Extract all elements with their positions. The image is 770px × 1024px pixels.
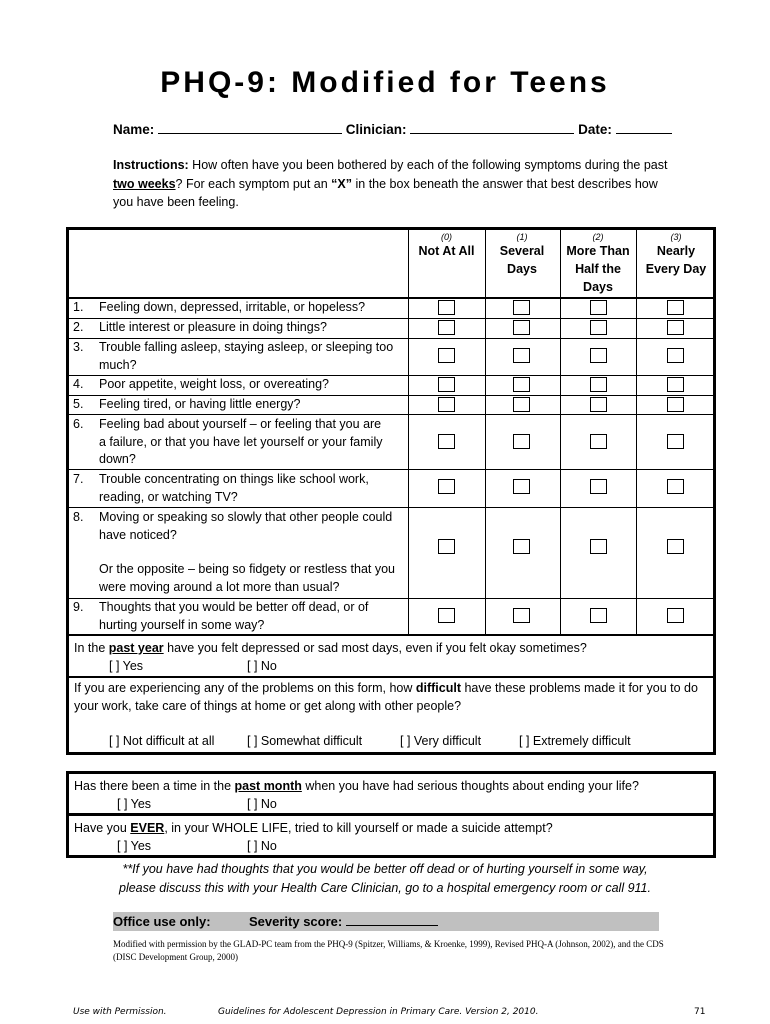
name-label: Name: bbox=[113, 122, 155, 137]
name-field[interactable] bbox=[158, 121, 342, 134]
question-5 bbox=[73, 396, 403, 414]
q9-nearly-every-day-checkbox[interactable] bbox=[667, 608, 684, 623]
column-score: (1) bbox=[516, 232, 528, 242]
safety-note-line: please discuss this with your Health Care Clinician, go to a hospital emergency room or call 911. bbox=[119, 881, 651, 895]
clinician-field[interactable] bbox=[410, 121, 574, 134]
q3-not-at-all-checkbox[interactable] bbox=[438, 348, 455, 363]
question-number: 3. bbox=[73, 340, 84, 354]
q2-not-at-all-checkbox[interactable] bbox=[438, 320, 455, 335]
q4-more-than-half-checkbox[interactable] bbox=[590, 377, 607, 392]
ever-emphasis: EVER bbox=[130, 821, 165, 835]
question-text: Little interest or pleasure in doing things? bbox=[99, 320, 327, 334]
q7-nearly-every-day-checkbox[interactable] bbox=[667, 479, 684, 494]
q1-nearly-every-day-checkbox[interactable] bbox=[667, 300, 684, 315]
q1-not-at-all-checkbox[interactable] bbox=[438, 300, 455, 315]
question-3 bbox=[73, 339, 403, 374]
question-7 bbox=[73, 471, 398, 506]
q6-not-at-all-checkbox[interactable] bbox=[438, 434, 455, 449]
q2-nearly-every-day-checkbox[interactable] bbox=[667, 320, 684, 335]
ever-yes-option[interactable]: [ ] Yes bbox=[117, 839, 152, 853]
past-year-emphasis: past year bbox=[108, 641, 164, 655]
question-number: 2. bbox=[73, 320, 84, 334]
ever-text: Have you bbox=[74, 821, 131, 835]
question-2 bbox=[73, 319, 403, 337]
safety-note bbox=[60, 860, 710, 898]
past-month-text: when you have had serious thoughts about ending your life? bbox=[301, 779, 639, 793]
question-4 bbox=[73, 376, 403, 394]
difficulty-emphasis: difficult bbox=[415, 681, 461, 695]
past-year-yes-option[interactable]: [ ] Yes bbox=[109, 659, 144, 673]
question-number: 4. bbox=[73, 377, 84, 391]
question-number: 6. bbox=[73, 417, 84, 431]
q8-several-days-checkbox[interactable] bbox=[513, 539, 530, 554]
column-header-several-days bbox=[490, 232, 554, 278]
past-year-question bbox=[74, 639, 587, 657]
difficulty-option-extremely[interactable]: [ ] Extremely difficult bbox=[519, 734, 631, 748]
column-header-not-at-all bbox=[408, 232, 485, 260]
question-number: 5. bbox=[73, 397, 84, 411]
q7-several-days-checkbox[interactable] bbox=[513, 479, 530, 494]
instructions-emphasis: two weeks bbox=[113, 176, 176, 191]
q9-several-days-checkbox[interactable] bbox=[513, 608, 530, 623]
question-text: Feeling bad about yourself – or feeling that you are a failure, or that you have let yourself or your family down? bbox=[99, 417, 383, 466]
q8-not-at-all-checkbox[interactable] bbox=[438, 539, 455, 554]
column-label: Nearly Every Day bbox=[645, 244, 707, 276]
ever-no-option[interactable]: [ ] No bbox=[247, 839, 277, 853]
q4-nearly-every-day-checkbox[interactable] bbox=[667, 377, 684, 392]
office-use-label: Office use only: bbox=[113, 914, 211, 929]
question-text: Feeling down, depressed, irritable, or hopeless? bbox=[99, 300, 366, 314]
footer-guidelines: Guidelines for Adolescent Depression in Primary Care. Version 2, 2010. bbox=[218, 1007, 539, 1017]
date-label: Date: bbox=[578, 122, 612, 137]
question-number: 1. bbox=[73, 300, 84, 314]
q6-several-days-checkbox[interactable] bbox=[513, 434, 530, 449]
difficulty-option-somewhat[interactable]: [ ] Somewhat difficult bbox=[247, 734, 363, 748]
page-title: PHQ-9: Modified for Teens bbox=[160, 66, 610, 99]
difficulty-option-very[interactable]: [ ] Very difficult bbox=[400, 734, 482, 748]
office-use-bar bbox=[113, 912, 659, 931]
q5-more-than-half-checkbox[interactable] bbox=[590, 397, 607, 412]
column-label: More Than Half the Days bbox=[566, 244, 630, 294]
q6-nearly-every-day-checkbox[interactable] bbox=[667, 434, 684, 449]
question-9 bbox=[73, 599, 398, 634]
past-month-no-option[interactable]: [ ] No bbox=[247, 797, 277, 811]
question-text-alt: Or the opposite – being so fidgety or restless that you were moving around a lot more than usual? bbox=[99, 562, 396, 594]
footer-permission: Use with Permission. bbox=[73, 1007, 167, 1017]
question-number: 9. bbox=[73, 600, 84, 614]
q2-more-than-half-checkbox[interactable] bbox=[590, 320, 607, 335]
column-score: (3) bbox=[670, 232, 682, 242]
safety-note-line: **If you have had thoughts that you would be better off dead or of hurting yourself in some way, bbox=[122, 862, 648, 876]
question-1 bbox=[73, 299, 403, 317]
column-header-more-than-half bbox=[563, 232, 633, 296]
ever-question bbox=[74, 819, 553, 837]
header-fields bbox=[113, 121, 672, 137]
column-header-nearly-every-day bbox=[639, 232, 713, 278]
past-month-emphasis: past month bbox=[234, 779, 302, 793]
severity-score-field[interactable] bbox=[346, 912, 438, 926]
difficulty-question bbox=[74, 679, 710, 715]
q8-nearly-every-day-checkbox[interactable] bbox=[667, 539, 684, 554]
q9-more-than-half-checkbox[interactable] bbox=[590, 608, 607, 623]
q7-more-than-half-checkbox[interactable] bbox=[590, 479, 607, 494]
past-month-text: Has there been a time in the bbox=[74, 779, 235, 793]
column-score: (0) bbox=[441, 232, 452, 242]
instructions bbox=[113, 156, 673, 212]
past-year-no-option[interactable]: [ ] No bbox=[247, 659, 277, 673]
q1-more-than-half-checkbox[interactable] bbox=[590, 300, 607, 315]
date-field[interactable] bbox=[616, 121, 672, 134]
past-year-text: In the bbox=[74, 641, 109, 655]
q4-several-days-checkbox[interactable] bbox=[513, 377, 530, 392]
q3-several-days-checkbox[interactable] bbox=[513, 348, 530, 363]
column-label: Not At All bbox=[418, 244, 475, 258]
clinician-label: Clinician: bbox=[345, 122, 407, 137]
q4-not-at-all-checkbox[interactable] bbox=[438, 377, 455, 392]
severity-score-label: Severity score: bbox=[249, 914, 343, 929]
question-6 bbox=[73, 416, 398, 469]
difficulty-text: have these problems made it for you to do your work, take care of things at home or get along with other people? bbox=[74, 681, 698, 713]
past-month-question bbox=[74, 777, 639, 795]
q5-nearly-every-day-checkbox[interactable] bbox=[667, 397, 684, 412]
q5-not-at-all-checkbox[interactable] bbox=[438, 397, 455, 412]
past-year-text: have you felt depressed or sad most days, even if you felt okay sometimes? bbox=[163, 641, 587, 655]
past-month-yes-option[interactable]: [ ] Yes bbox=[117, 797, 152, 811]
q6-more-than-half-checkbox[interactable] bbox=[590, 434, 607, 449]
citation: Modified with permission by the GLAD-PC team from the PHQ-9 (Spitzer, Williams, & Kroenke, 1999), Revised PHQ-A (Johnson, 2002), and the CDS (DISC Development Group, 2000) bbox=[113, 939, 664, 962]
instructions-label: Instructions: bbox=[113, 158, 189, 172]
difficulty-text: If you are experiencing any of the problems on this form, how bbox=[74, 681, 416, 695]
q2-several-days-checkbox[interactable] bbox=[513, 320, 530, 335]
instructions-text: in the box beneath the answer that best describes how you have been feeling. bbox=[113, 176, 658, 209]
question-number: 8. bbox=[73, 510, 84, 524]
q9-not-at-all-checkbox[interactable] bbox=[438, 608, 455, 623]
column-label: Several Days bbox=[499, 244, 545, 276]
q5-several-days-checkbox[interactable] bbox=[513, 397, 530, 412]
instructions-text: How often have you been bothered by each of the following symptoms during the past bbox=[188, 158, 668, 172]
question-text: Trouble falling asleep, staying asleep, or sleeping too much? bbox=[99, 340, 394, 372]
q3-nearly-every-day-checkbox[interactable] bbox=[667, 348, 684, 363]
question-text: Moving or speaking so slowly that other people could have noticed? bbox=[99, 510, 393, 542]
question-text: Feeling tired, or having little energy? bbox=[99, 397, 301, 411]
q3-more-than-half-checkbox[interactable] bbox=[590, 348, 607, 363]
difficulty-option-not[interactable]: [ ] Not difficult at all bbox=[109, 734, 215, 748]
question-number: 7. bbox=[73, 472, 84, 486]
ever-text: , in your WHOLE LIFE, tried to kill yourself or made a suicide attempt? bbox=[164, 821, 553, 835]
q1-several-days-checkbox[interactable] bbox=[513, 300, 530, 315]
instructions-x-mark: “X” bbox=[331, 176, 353, 191]
instructions-text: ? For each symptom put an bbox=[175, 176, 332, 191]
q7-not-at-all-checkbox[interactable] bbox=[438, 479, 455, 494]
q8-more-than-half-checkbox[interactable] bbox=[590, 539, 607, 554]
column-score: (2) bbox=[592, 232, 604, 242]
question-8 bbox=[73, 509, 398, 596]
question-text: Poor appetite, weight loss, or overeating? bbox=[99, 377, 329, 391]
page-number: 71 bbox=[694, 1007, 706, 1017]
question-text: Trouble concentrating on things like school work, reading, or watching TV? bbox=[99, 472, 369, 504]
question-text: Thoughts that you would be better off dead, or of hurting yourself in some way? bbox=[99, 600, 369, 632]
